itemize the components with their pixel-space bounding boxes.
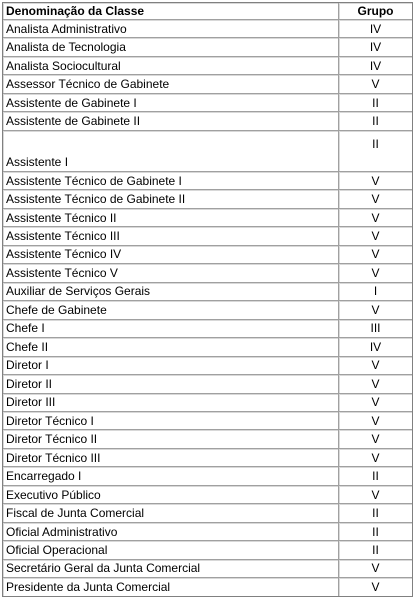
classe-cell: Assistente Técnico de Gabinete I [3,172,339,190]
table-row [3,209,412,227]
grupo-cell: V [339,172,412,190]
header-denominacao: Denominação da Classe [3,3,339,20]
grupo-cell: V [339,394,412,412]
classe-cell: Secretário Geral da Junta Comercial [3,560,339,578]
grupo-cell: V [339,227,412,245]
table-body [3,20,412,596]
classe-cell: Assistente Técnico de Gabinete II [3,190,339,208]
table-row [3,320,412,338]
table-row [3,375,412,393]
table-row [3,357,412,375]
classe-cell: Presidente da Junta Comercial [3,578,339,596]
grupo-cell: V [339,246,412,264]
table-row [3,20,412,38]
classe-cell: Diretor Técnico III [3,449,339,467]
table-row [3,38,412,56]
table-row [3,264,412,282]
grupo-cell: V [339,357,412,375]
grupo-cell: V [339,264,412,282]
classe-cell: Analista de Tecnologia [3,38,339,56]
table-row [3,486,412,504]
table-row [3,541,412,559]
classe-cell: Fiscal de Junta Comercial [3,504,339,522]
classe-cell: Auxiliar de Serviços Gerais [3,283,339,301]
grupo-cell: V [339,190,412,208]
classe-cell: Oficial Operacional [3,541,339,559]
table-row [3,131,412,172]
grupo-cell: V [339,209,412,227]
table-row [3,578,412,596]
table-row [3,190,412,208]
table-row [3,523,412,541]
classe-cell: Oficial Administrativo [3,523,339,541]
table-row [3,467,412,485]
grupo-cell: IV [339,57,412,75]
grupo-cell: V [339,301,412,319]
table-row [3,283,412,301]
table-row [3,301,412,319]
grupo-cell: II [339,467,412,485]
grupo-cell: II [339,504,412,522]
classe-cell: Assessor Técnico de Gabinete [3,75,339,93]
table-row [3,246,412,264]
table-row [3,449,412,467]
table-row [3,227,412,245]
grupo-cell: IV [339,338,412,356]
classe-cell: Executivo Público [3,486,339,504]
table-header-row [3,3,412,20]
table-row [3,338,412,356]
classe-cell: Assistente Técnico II [3,209,339,227]
classe-cell: Assistente Técnico V [3,264,339,282]
grupo-cell: II [339,523,412,541]
grupo-cell: I [339,283,412,301]
grupo-cell: IV [339,20,412,38]
classe-cell: Analista Administrativo [3,20,339,38]
grupo-cell: V [339,375,412,393]
grupo-cell: V [339,412,412,430]
table-row [3,560,412,578]
grupo-cell: II [339,112,412,130]
table-row [3,112,412,130]
classe-cell: Assistente Técnico III [3,227,339,245]
classe-cell: Assistente I [3,131,339,172]
classe-cell: Diretor Técnico II [3,430,339,448]
grupo-cell: IV [339,38,412,56]
grupo-cell: II [339,541,412,559]
classe-cell: Diretor Técnico I [3,412,339,430]
classe-cell: Diretor II [3,375,339,393]
table-row [3,57,412,75]
grupo-cell: V [339,449,412,467]
classe-cell: Encarregado I [3,467,339,485]
classe-cell: Chefe II [3,338,339,356]
table-row [3,75,412,93]
table-row [3,504,412,522]
grupo-cell: V [339,578,412,596]
grupo-cell: II [339,131,412,172]
grupo-cell: V [339,560,412,578]
classe-cell: Diretor I [3,357,339,375]
table-row [3,412,412,430]
table-row [3,94,412,112]
grupo-cell: II [339,94,412,112]
table-row [3,172,412,190]
grupo-cell: V [339,75,412,93]
classe-cell: Assistente Técnico IV [3,246,339,264]
classe-cell: Assistente de Gabinete I [3,94,339,112]
classe-cell: Assistente de Gabinete II [3,112,339,130]
grupo-cell: V [339,430,412,448]
classe-cell: Chefe de Gabinete [3,301,339,319]
table-row [3,394,412,412]
classe-cell: Chefe I [3,320,339,338]
classes-table [2,2,413,597]
header-grupo: Grupo [339,3,412,20]
classe-cell: Diretor III [3,394,339,412]
classe-cell: Analista Sociocultural [3,57,339,75]
grupo-cell: III [339,320,412,338]
grupo-cell: V [339,486,412,504]
table-row [3,430,412,448]
